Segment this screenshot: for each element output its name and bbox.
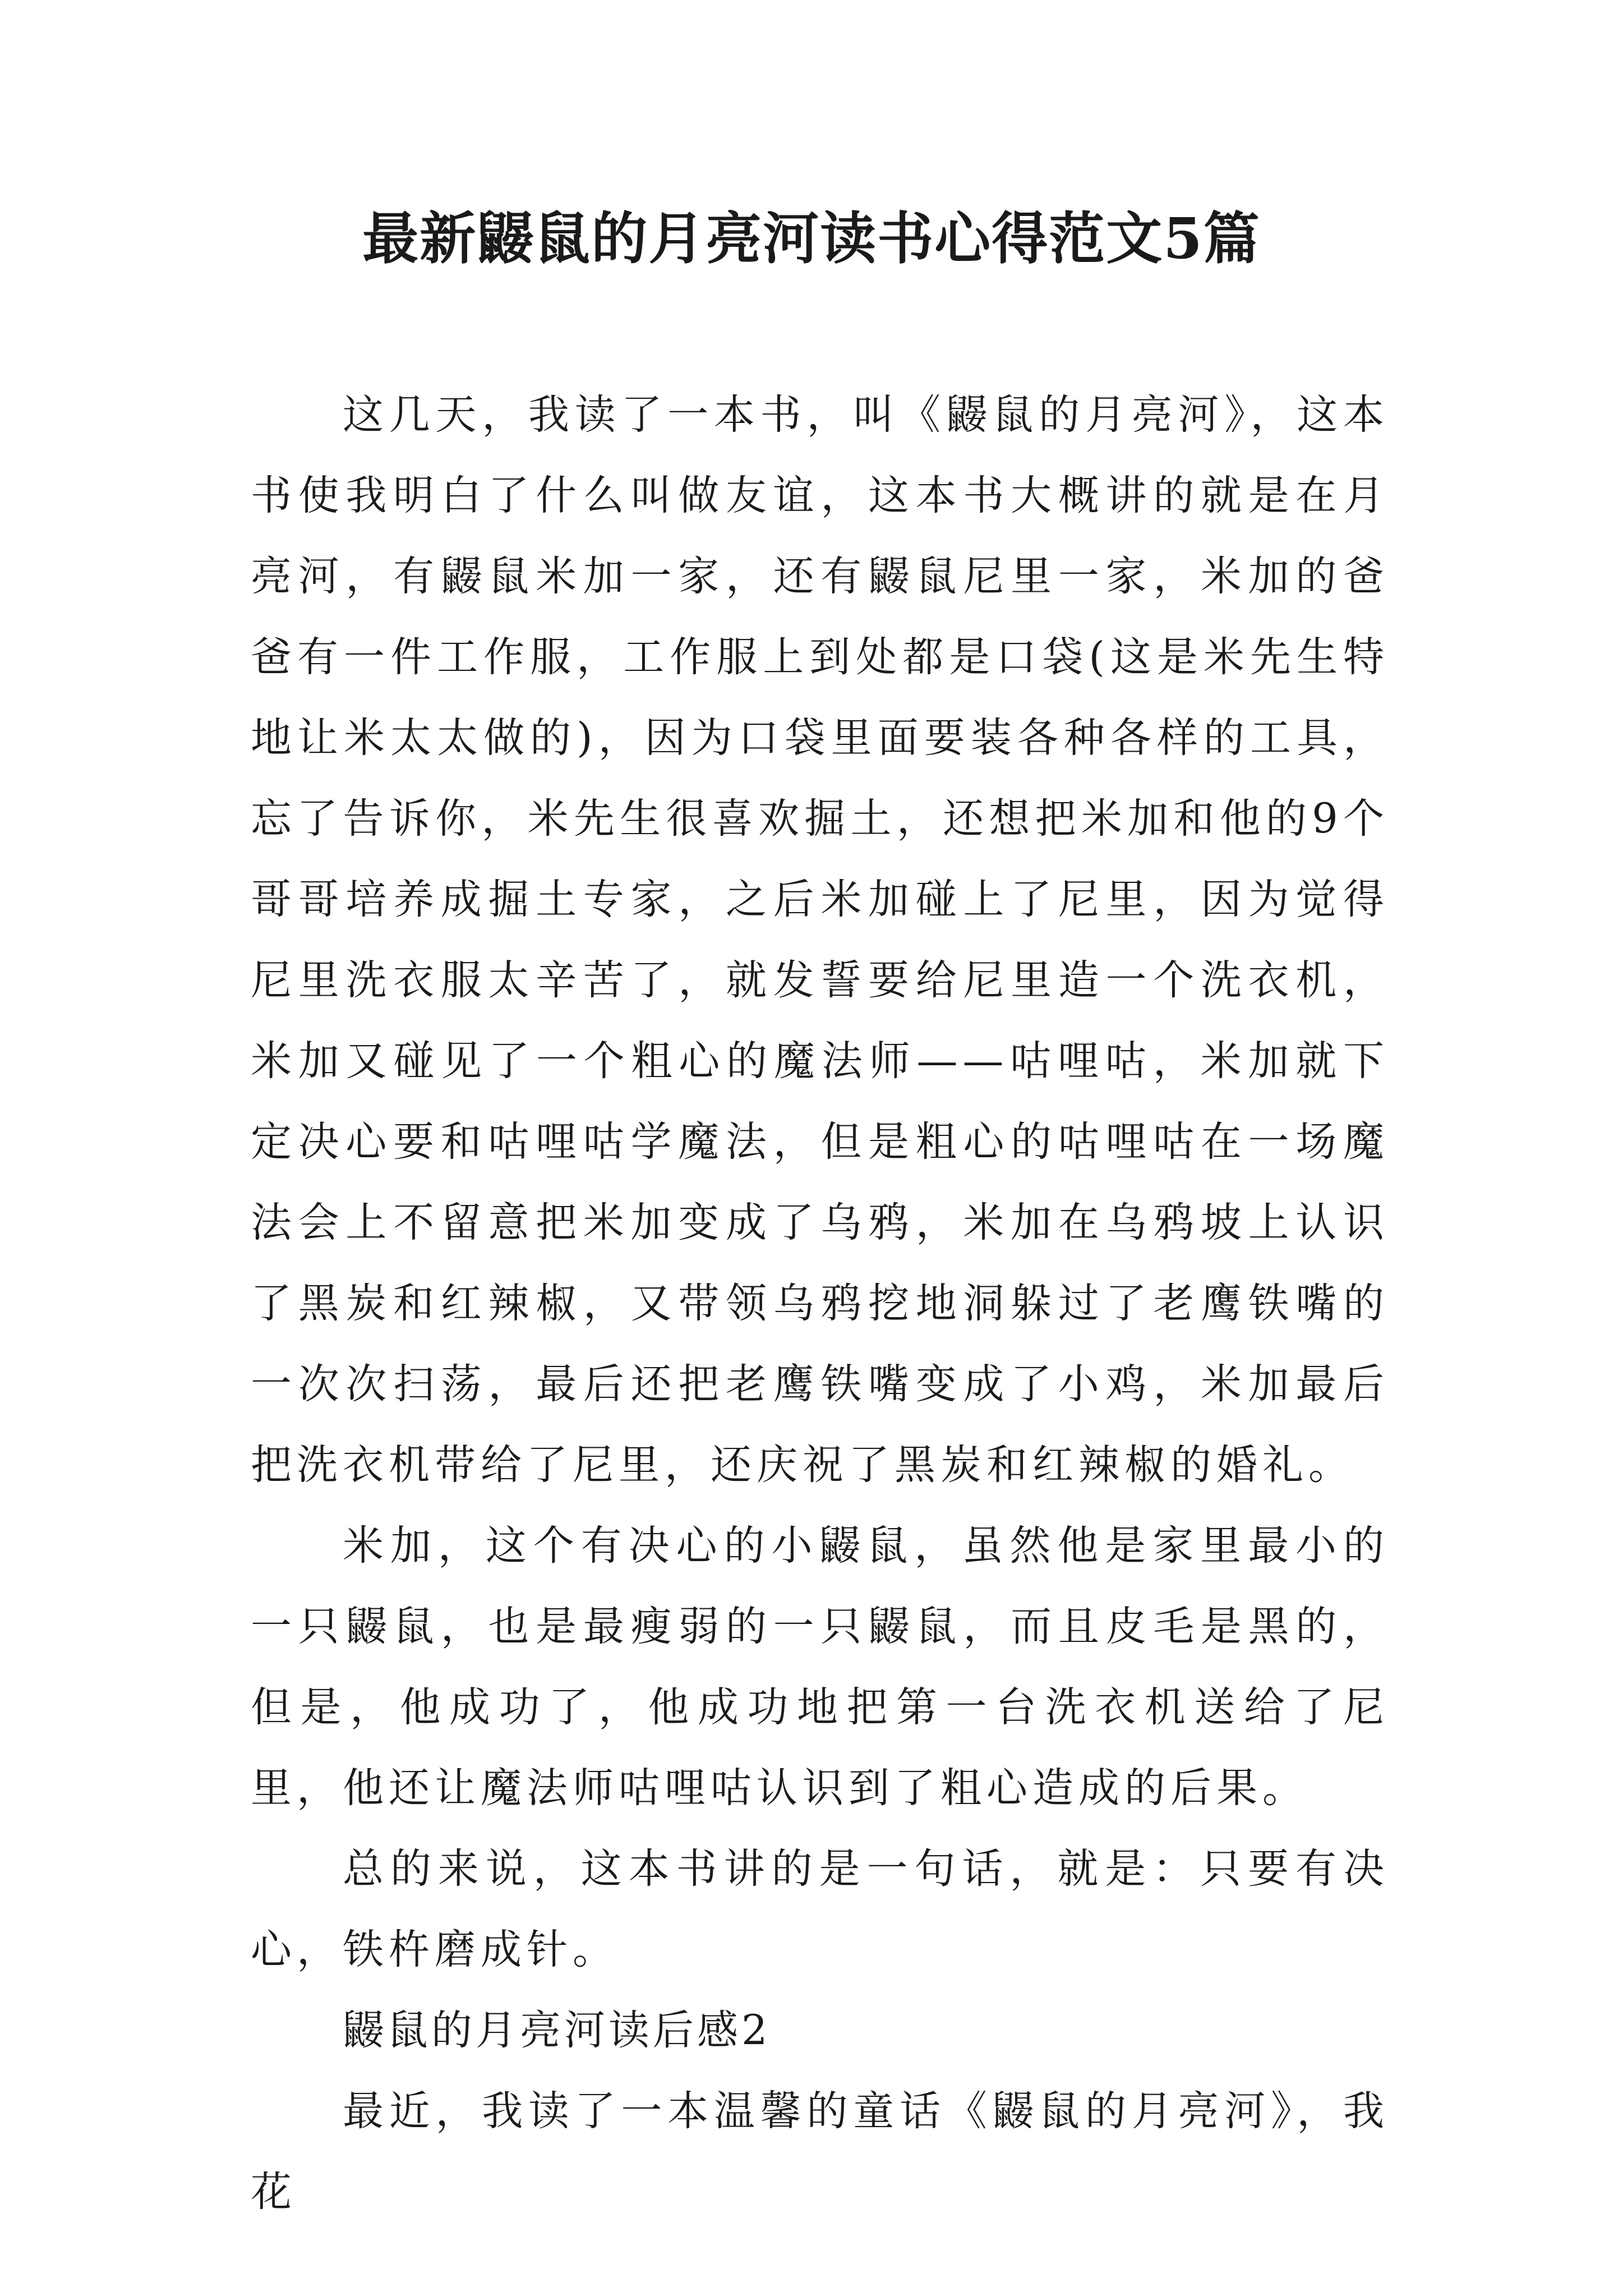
paragraph-2: 米加，这个有决心的小鼹鼠，虽然他是家里最小的一只鼹鼠，也是最瘦弱的一只鼹鼠，而且皮毛是黑的，但是，他成功了，他成功地把第一台洗衣机送给了尼里，他还让魔法师咕哩咕认识到了粗心造成的后果。 <box>251 1522 1389 1812</box>
paragraph-4: 最近，我读了一本温馨的童话《鼹鼠的月亮河》，我花 <box>251 2087 1389 2216</box>
document-title: 最新鼹鼠的月亮河读书心得范文5篇 <box>362 205 1261 272</box>
document-body <box>251 375 1389 2233</box>
paragraph-1: 这几天，我读了一本书，叫《鼹鼠的月亮河》，这本书使我明白了什么叫做友谊，这本书大概讲的就是在月亮河，有鼹鼠米加一家，还有鼹鼠尼里一家，米加的爸爸有一件工作服，工作服上到处都是口袋(这是米先生特地让米太太做的)，因为口袋里面要装各种各样的工具，忘了告诉你，米先生很喜欢掘土，还想把米加和他的9个哥哥培养成掘土专家，之后米加碰上了尼里，因为觉得尼里洗衣服太辛苦了，就发誓要给尼里造一个洗衣机，米加又碰见了一个粗心的魔法师——咕哩咕，米加就下定决心要和咕哩咕学魔法，但是粗心的咕哩咕在一场魔法会上不留意把米加变成了乌鸦，米加在乌鸦坡上认识了黑炭和红辣椒，又带领乌鸦挖地洞躲过了老鹰铁嘴的一次次扫荡，最后还把老鹰铁嘴变成了小鸡，米加最后把洗衣机带给了尼里，还庆祝了黑炭和红辣椒的婚礼。 <box>251 391 1389 1489</box>
paragraph-3: 总的来说，这本书讲的是一句话，就是：只要有决心，铁杵磨成针。 <box>251 1845 1389 1973</box>
section-subheading: 鼹鼠的月亮河读后感2 <box>343 2007 771 2054</box>
